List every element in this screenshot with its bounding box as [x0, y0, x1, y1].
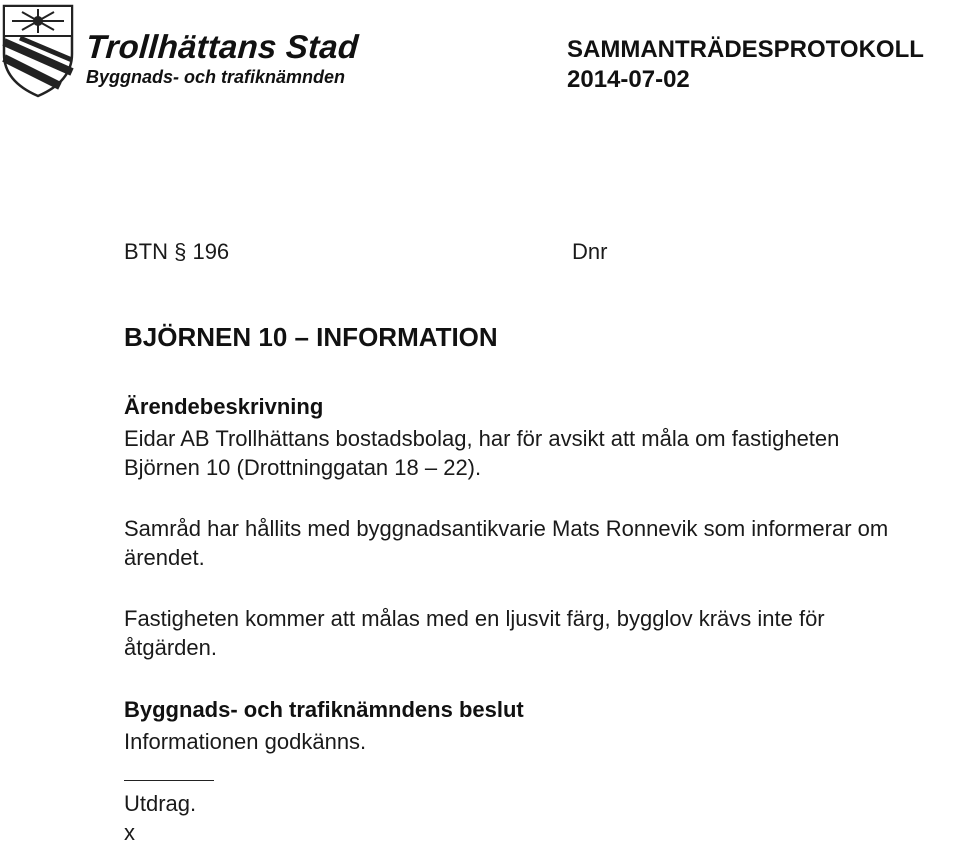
municipal-coat-of-arms-icon	[0, 2, 76, 98]
divider	[124, 780, 214, 781]
decision-text: Informationen godkänns.	[124, 729, 367, 754]
description-paragraph: Samråd har hållits med byggnadsantikvarie Mats Ronnevik som informerar om ärendet.	[124, 516, 889, 570]
description-paragraph: Fastigheten kommer att målas med en ljusvit färg, bygglov krävs inte för åtgärden.	[124, 606, 825, 660]
case-reference: BTN § 196	[124, 239, 230, 264]
decision-heading: Byggnads- och trafiknämndens beslut	[124, 697, 524, 722]
document-date: 2014-07-02	[567, 66, 690, 93]
dnr-label: Dnr	[572, 239, 608, 264]
case-title: BJÖRNEN 10 – INFORMATION	[124, 322, 498, 352]
organization-department: Byggnads- och trafiknämnden	[86, 67, 346, 87]
document-type: SAMMANTRÄDESPROTOKOLL	[567, 36, 924, 63]
description-paragraph: Eidar AB Trollhättans bostadsbolag, har för avsikt att måla om fastigheten Björnen 10 (Drottninggatan 18 – 22).	[124, 426, 840, 480]
extract-label: Utdrag.	[124, 791, 197, 816]
description-heading: Ärendebeskrivning	[124, 394, 324, 419]
organization-name: Trollhättans Stad	[84, 28, 360, 65]
extract-mark: x	[124, 820, 135, 845]
